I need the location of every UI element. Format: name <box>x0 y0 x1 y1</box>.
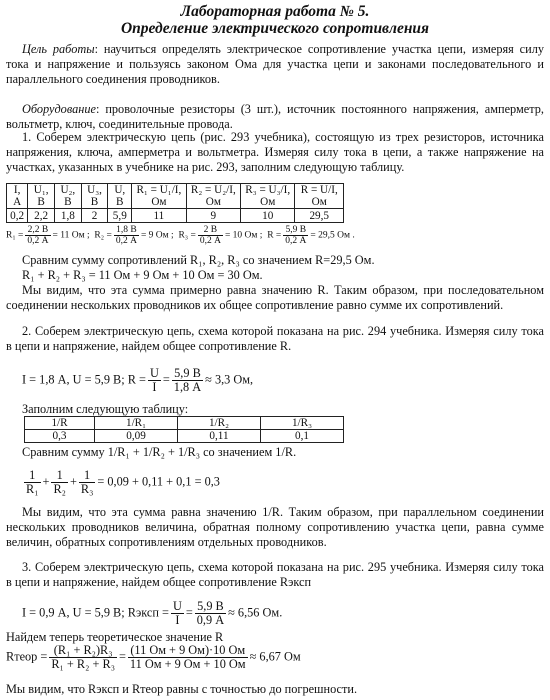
table-header-cell: 1/R₂ <box>178 417 261 430</box>
eq-sign: = <box>185 605 193 620</box>
table-cell: 9 <box>186 209 240 223</box>
eq-num: (R₁ + R₂)R₃ <box>49 644 117 658</box>
resistance-calculations <box>6 225 355 246</box>
goal-paragraph <box>6 42 544 87</box>
compare1-line: Сравним сумму сопротивлений R₁, R₂, R₃ со значением R=29,5 Ом. <box>22 253 375 267</box>
reciprocal-table <box>24 416 344 443</box>
equation-step3 <box>22 600 282 627</box>
step2-paragraph: 2. Соберем электрическую цепь, схема которой показана на рис. 294 учебника. Измеряя силу тока в цепи и напряжение, найдем общее сопротивление R. <box>6 324 544 353</box>
equation-step2 <box>22 367 253 394</box>
table-header-cell: 1/R <box>25 417 95 430</box>
measurements-table <box>6 183 344 223</box>
equipment-paragraph <box>6 102 544 132</box>
table-cell: 2 <box>81 209 108 223</box>
table-header-cell: U₂, В <box>54 184 81 209</box>
table-cell: 0,2 <box>7 209 28 223</box>
table-cell: 0,1 <box>260 430 343 443</box>
calc-num: 2,2 В <box>25 225 50 236</box>
table-header-cell: R = U/I, Ом <box>295 184 344 209</box>
calc-num: 5,9 В <box>283 225 308 236</box>
table-cell: 0,09 <box>95 430 178 443</box>
table-header-cell: R₁ = U₁/I, Ом <box>132 184 186 209</box>
eq-num: 1 <box>51 469 68 483</box>
eq-num: U <box>149 366 159 380</box>
eq-den: I <box>152 380 157 394</box>
step1-paragraph: 1. Соберем электрическую цепь (рис. 293 учебника), состоящую из трех резисторов, источника напряжения, ключа, амперметра и вольтметра. Измеряя силу тока в цепи, а также напряжение на участках, указанных в учебнике на рис. 293, заполним следующую таблицу. <box>6 130 544 174</box>
eq-result: ≈ 3,3 Ом, <box>205 372 254 387</box>
eq-den: I <box>175 613 180 627</box>
lab-title: Лабораторная работа № 5. <box>180 3 370 20</box>
calc-den: 0,2 А <box>27 236 49 246</box>
equipment-text: : проволочные резисторы (3 шт.), источник постоянного напряжения, амперметр, вольтметр, ключ, соединительные провода. <box>6 102 544 131</box>
eq-sign: = <box>118 649 126 664</box>
table-cell: 29,5 <box>295 209 344 223</box>
calc-result: = 9 Ом ; <box>140 230 174 241</box>
calc-den: 0,2 А <box>115 236 137 246</box>
table-header-cell: R₃ = U₃/I, Ом <box>241 184 295 209</box>
final-line: Мы видим, что Rэксп и Rтеор равны с точностью до погрешности. <box>6 682 358 696</box>
compare2-line: Сравним сумму 1/R₁ + 1/R₂ + 1/R₃ со значением 1/R. <box>22 445 297 459</box>
eq-result: = 0,09 + 0,11 + 0,1 = 0,3 <box>97 474 220 489</box>
table-header-row <box>25 417 344 430</box>
eq-sign: + <box>69 474 77 489</box>
theory-intro-line: Найдем теперь теоретическое значение R <box>6 630 224 644</box>
conclusion1-paragraph: Мы видим, что эта сумма примерно равна значению R. Таким образом, при последовательном соединении нескольких проводников их общее сопротивление равно сумме их сопротивлений. <box>6 283 544 312</box>
goal-text: : научиться определять электрическое сопротивление участка цепи, измеряя силу тока и напряжение и пользуясь законом Ома для участка цепи и законами последовательного и параллельного соединения проводников. <box>6 42 544 86</box>
eq-lead: I = 0,9 А, U = 5,9 В; Rэксп = <box>22 605 169 620</box>
table-header-row <box>7 184 344 209</box>
eq-den: R₁ + R₂ + R₃ <box>51 657 115 671</box>
eq-den: R₁ <box>26 482 39 496</box>
calc-label: R₁ = <box>6 230 24 241</box>
equipment-label: Оборудование <box>22 102 96 116</box>
table-cell: 0,11 <box>178 430 261 443</box>
eq-num: (11 Ом + 9 Ом)·10 Ом <box>128 644 248 658</box>
fill-table-line: Заполним следующую таблицу: <box>22 402 189 416</box>
eq-sign: + <box>42 474 50 489</box>
sum1-line: R₁ + R₂ + R₃ = 11 Ом + 9 Ом + 10 Ом = 30 Ом. <box>22 268 263 282</box>
table-row <box>25 430 344 443</box>
eq-den: 0,9 А <box>196 613 225 627</box>
table-cell: 10 <box>241 209 295 223</box>
table-cell: 1,8 <box>54 209 81 223</box>
table-header-cell: U₁, В <box>28 184 55 209</box>
eq-lead: Rтеор = <box>6 649 48 664</box>
table-header-cell: U₃, В <box>81 184 108 209</box>
eq-den: 11 Ом + 9 Ом + 10 Ом <box>129 657 246 671</box>
eq-num: U <box>172 599 182 613</box>
eq-lead: I = 1,8 А, U = 5,9 В; R = <box>22 372 146 387</box>
table-header-cell: 1/R₁ <box>95 417 178 430</box>
calc-den: 0,2 А <box>285 236 307 246</box>
calc-label: R = <box>267 230 282 241</box>
table-header-cell: I, А <box>7 184 28 209</box>
table-row <box>7 209 344 223</box>
eq-den: R₃ <box>80 482 94 496</box>
calc-num: 2 В <box>198 225 223 236</box>
eq-result: ≈ 6,67 Ом <box>249 649 301 664</box>
eq-num: 5,9 В <box>195 600 226 614</box>
equation-sum2 <box>22 469 220 496</box>
table-cell: 5,9 <box>108 209 132 223</box>
calc-label: R₃ = <box>178 230 196 241</box>
conclusion2-paragraph: Мы видим, что эта сумма равна значению 1/R. Таким образом, при параллельном соединении нескольких проводников величина, обратная полному сопротивлению участка цепи, равна сумме величин, обратных сопротивлениям отдельных проводников. <box>6 505 544 549</box>
eq-den: 1,8 А <box>173 380 202 394</box>
eq-den: R₂ <box>53 482 66 496</box>
calc-result: = 11 Ом ; <box>52 230 90 241</box>
calc-result: = 29,5 Ом . <box>310 230 355 241</box>
table-header-cell: R₂ = U₂/I, Ом <box>186 184 240 209</box>
step3-paragraph: 3. Соберем электрическую цепь, схема которой показана на рис. 295 учебника. Измеряя силу тока в цепи и напряжение, найдем общее сопротивление Rэксп <box>6 560 544 589</box>
table-header-cell: 1/R₃ <box>260 417 343 430</box>
equation-theory <box>6 644 301 671</box>
eq-num: 1 <box>24 469 41 483</box>
calc-num: 1,8 В <box>114 225 139 236</box>
eq-num: 5,9 В <box>172 367 203 381</box>
lab-subtitle: Определение электрического сопротивления <box>120 20 430 37</box>
calc-label: R₂ = <box>94 230 112 241</box>
table-cell: 11 <box>132 209 186 223</box>
table-cell: 2,2 <box>28 209 55 223</box>
eq-result: ≈ 6,56 Ом. <box>228 605 283 620</box>
goal-label: Цель работы <box>22 42 95 56</box>
calc-result: = 10 Ом ; <box>224 230 263 241</box>
table-cell: 0,3 <box>25 430 95 443</box>
eq-sign: = <box>162 372 170 387</box>
table-header-cell: U, В <box>108 184 132 209</box>
calc-den: 0,2 А <box>199 236 221 246</box>
eq-num: 1 <box>79 469 96 483</box>
